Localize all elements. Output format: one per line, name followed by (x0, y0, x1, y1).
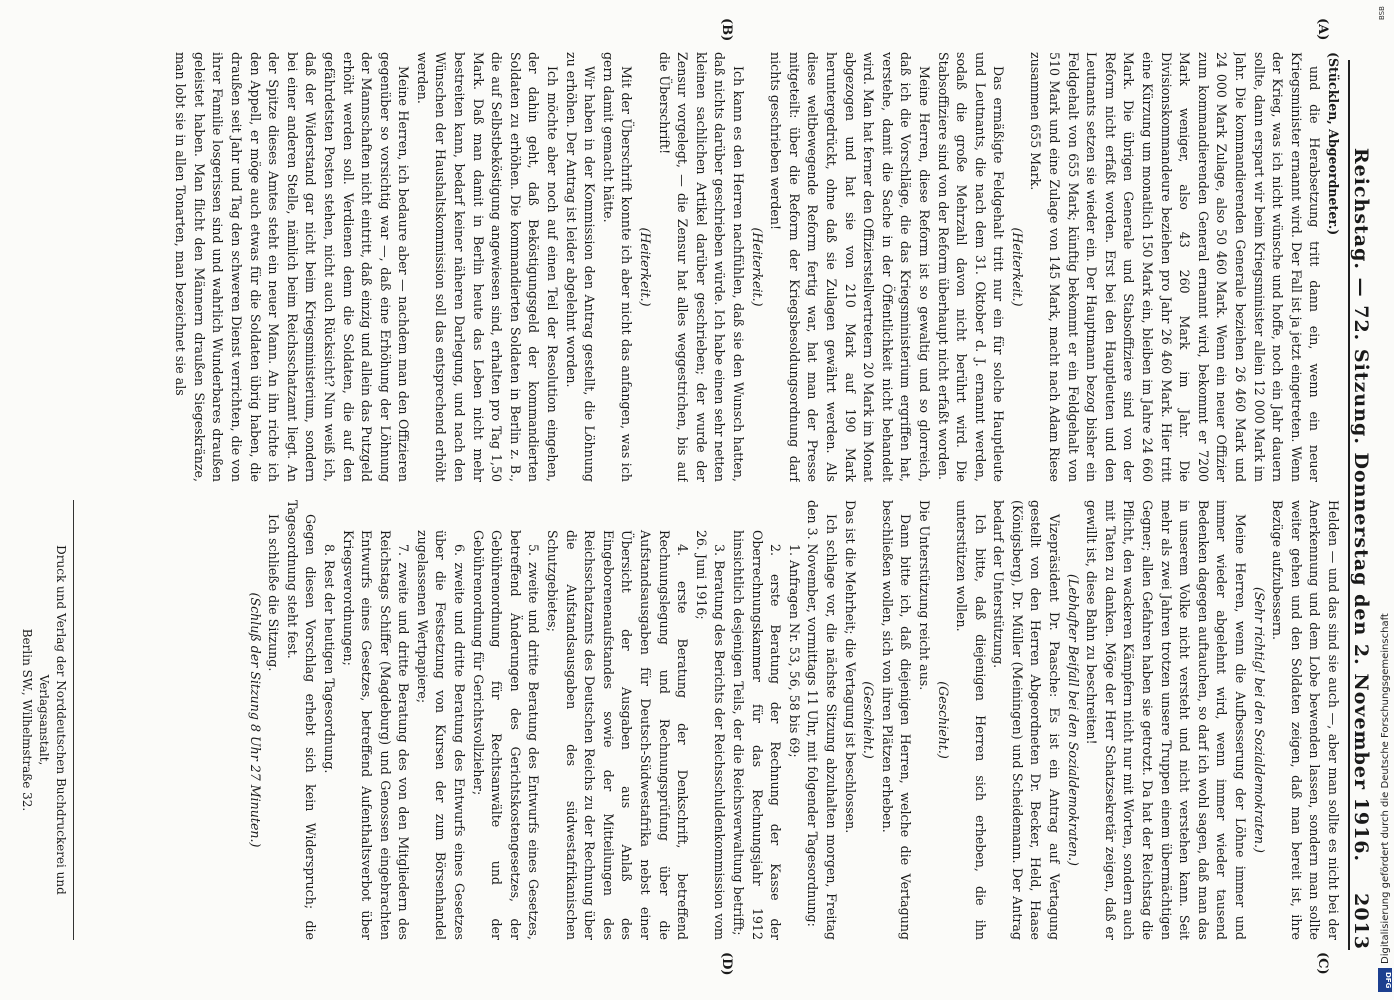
interjection: (Heiterkeit.) (749, 227, 765, 307)
agenda-item: 6. zweite und dritte Beratung des Entwurfs eines Gesetzes über die Festsetzung von Kursen der zum Börsenhandel zugelassenen Wertpapiere; (414, 530, 468, 940)
interjection: (Heiterkeit.) (638, 227, 654, 307)
left-column (30, 52, 1342, 482)
paragraph: Meine Herren, diese Reform ist so gewaltig und so glorreich, daß ich die Vorschläge, die das Kriegsministerium ergriffen hat, verstehe, damit die Sache in der Öffentlichkeit nicht behandelt wird. Man hat ferner den Offizierstellvertretern 20 Mark im Monat abgezogen und hat sie von 210 Mark auf 190 Mark heruntergedrückt, ohne daß sie Zulagen gewährt werden. Als diese weltbewegende Reform fertig war, hat man der Presse mitgeteilt: über die Reform der Kriegsbesoldungsordnung darf nichts geschrieben werden! (768, 52, 932, 482)
paragraph: Vizepräsident Dr. Paasche: Es ist ein Antrag auf Vertagung gestellt von den Herren Abgeordneten Dr. Becker, Held, Haase (Königsberg), Dr. Müller (Meiningen) und Scheidemann. Der Antrag bedarf der Unterstützung. (991, 500, 1063, 940)
paragraph: Ich möchte aber noch auf einen Teil der Resolution eingehen, der dahin geht, daß Beköstigungsgeld der kommandierten Soldaten zu erhöhen. Die kommandierten Soldaten in Berlin z. B., die auf Selbstbeköstigung angewiesen sind, erhalten pro Tag 1,50 Mark. Daß man damit in Berlin heute das Leben nicht mehr bestreiten kann, bedarf keiner näheren Darlegung, und nach den Wünschen der Haushaltskommission soll das entsprechend erhöht werden. (414, 52, 561, 482)
agenda-item: 5. zweite und dritte Beratung des Entwurfs eines Gesetzes, betreffend Änderungen des Gerichtskostengesetzes, der Gebührenordnung für Rechtsanwälte und der Gebührenordnung für Gerichtsvollzieher; (470, 530, 542, 940)
page-header (1348, 60, 1380, 950)
agenda-item: 2. erste Beratung der Rechnung der Kasse der Oberrechnungskammer für das Rechnungsjahr 1912 hinsichtlich desjenigen Teils, der die Reichsverwaltung betrifft; (731, 530, 784, 940)
paragraph: Die Unterstützung reicht aus. (916, 500, 932, 691)
paragraph: Das ist die Mehrheit; die Vertagung ist beschlossen. (842, 500, 858, 834)
margin-marker-a: (A) (1315, 18, 1330, 41)
paragraph: Mit der Überschrift konnte ich aber nicht das anfangen, was ich gern damit gemacht hätte. (600, 52, 635, 482)
agenda-item: 4. erste Beratung der Denkschrift, betreffend Rechnungslegung und Rechnungsprüfung über die Aufstandsausgaben für Deutsch-Südwestafrika nebst einer Übersicht der Ausgaben aus Anlaß des Eingeborenenaufstandes sowie der Mitteilungen des Reichsschatzamts des Deutschen Reichs zu der Rechnung über die Aufstandsausgaben des südwestafrikanischen Schutzgebietes; (545, 530, 691, 940)
paragraph: Ich schlage vor, die nächste Sitzung abzuhalten morgen, Freitag den 3. November, vormittags 11 Uhr, mit folgender Tagesordnung: (805, 500, 839, 940)
paragraph: Das ermäßigte Feldgehalt tritt nur ein für solche Hauptleute und Leutnants, die nach dem 31. Oktober d. J. ernannt werden, sodaß die große Mehrzahl davon nicht berührt wird. Die Stabsoffiziere sind von der Reform überhaupt nicht erfaßt worden. (935, 52, 1007, 482)
bsb-mark: BSB (1378, 6, 1386, 20)
dfg-logo: DFG (1378, 968, 1392, 992)
paragraph: Meine Herren, wenn die Aufbesserung der Löhne immer und immer wieder abgelehnt wird, wenn immer wieder tausend Bedenken dagegen auftauchen, so darf ich wohl sagen, daß man das in unserem Volke nicht versteht und nicht verstehen kann. Seit mehr als zwei Jahren trotzen unsere Truppen einem übermächtigen Gegner; allen Gefahren haben sie getrotzt. Da hat der Reichstag die Pflicht, den wackeren Kämpfern nicht nur mit Worten, sondern auch mit Taten zu danken. Möge der Herr Schatzsekretär zeigen, daß er gewillt ist, diese Bahn zu beschreiten! (1084, 500, 1249, 940)
interjection: (Geschieht.) (861, 681, 877, 759)
digitization-note: Digitalisierung gefördert durch die Deutsche Forschungsgemeinschaft (1380, 613, 1391, 964)
footer-line: Druck und Verlag der Norddeutschen Buchdruckerei und Verlagsanstalt, (37, 545, 68, 895)
interjection: (Heiterkeit.) (1009, 227, 1025, 307)
paragraph: Ich schließe die Sitzung. (266, 514, 282, 672)
interjection: (Lebhafter Beifall bei den Sozialdemokraten.) (1065, 574, 1081, 866)
margin-marker-c: (C) (1315, 952, 1330, 975)
paragraph: Helden — und das sind sie auch —, aber man sollte es nicht bei der Anerkennung und dem Lobe bewenden lassen, sondern man sollte weiter gehen und den Soldaten zeigen, daß man bereit ist, ihre Bezüge aufzubessern. (1270, 500, 1341, 940)
agenda-item: 1. Anfragen Nr. 53, 56, 58 bis 69; (786, 544, 802, 758)
paragraph: Ich bitte, daß diejenigen Herren sich erheben, die ihn unterstützen wollen. (954, 500, 988, 940)
paragraph: Dann bitte ich, daß diejenigen Herren, welche die Vertagung beschließen wollen, sich von ihren Plätzen erheben. (879, 500, 914, 940)
agenda-item: 3. Beratung des Berichts der Reichsschuldenkommission vom 26. Juni 1916; (693, 530, 728, 940)
interjection: (Sehr richtig! bei den Sozialdemokraten.) (1251, 587, 1267, 853)
agenda-item: 7. zweite und dritte Beratung des von den Mitgliedern des Reichstags Schiffer (Magdeburg) und Genossen eingebrachten Entwurfs eines Gesetzes, betreffend Aufenthaltsverbot über Kriegsverordnungen; (340, 530, 412, 940)
paragraph: Gegen diesen Vorschlag erhebt sich kein Widerspruch; die Tagesordnung steht fest. (284, 500, 319, 940)
speaker-attribution: (Stücklen, Abgeordneter.) (1326, 52, 1341, 236)
interjection: (Geschieht.) (935, 681, 951, 759)
page-number: 2013 (1350, 893, 1372, 950)
margin-marker-b: (B) (719, 18, 734, 42)
right-column (70, 500, 1342, 940)
agenda-item: 8. Rest der heutigen Tagesordnung. (321, 544, 337, 774)
paragraph: Wir haben in der Kommission den Antrag gestellt, die Löhnung zu erhöhen. Der Antrag ist leider abgelehnt worden. (563, 52, 598, 482)
session-close-note: (Schluß der Sitzung 8 Uhr 27 Minuten.) (247, 592, 263, 848)
paragraph: und die Herabsetzung tritt dann ein, wenn ein neuer Kriegsminister ernannt wird. Der Fall ist ja jetzt eingetreten. Wenn der Krieg, was ich nicht wünsche und hoffe, noch ein Jahr dauern sollte, dann erspart wir beim Kriegsminister allein 12 000 Mark im Jahr. Die kommandierenden Generale beziehen 26 460 Mark und 24 000 Mark Zulage, also 50 460 Mark. Wenn ein neuer Offizier zum kommandierenden General ernannt wird, bekommt er 7200 Mark weniger, also 43 260 Mark im Jahr. Die Divisionskommandeure beziehen pro Jahr 26 460 Mark. Hier tritt eine Kürzung um monatlich 150 Mark ein, bleiben im Jahre 24 660 Mark. Die übrigen Generale und Stabsoffiziere sind von der Reform nicht erfaßt worden. Erst bei den Hauptleuten und den Leutnants setzen sie wieder ein. Der Hauptmann bezog bisher ein Feldgehalt von 655 Mark; künftig bekommt er ein Feldgehalt von 510 Mark und eine Zulage von 145 Mark, macht nach Adam Riese zusammen 655 Mark. (1028, 52, 1323, 482)
printer-footer (18, 500, 74, 940)
margin-marker-d: (D) (719, 952, 734, 976)
paragraph: Ich kann es den Herren nachfühlen, daß sie den Wunsch hatten, daß nichts darüber geschrieben würde. Ich habe einen sehr netten kleinen sachlichen Artikel darüber geschrieben; der wurde der Zensur vorgelegt, — die Zensur hat alles weggestrichen, bis auf die Überschrift! (656, 52, 746, 482)
paragraph: Meine Herren, ich bedaure aber — nachdem man den Offizieren gegenüber so vorsichtig war —, daß eine Erhöhung der Löhnung der Mannschaften nicht eintritt, daß einzig und allein das Putzgeld erhöht werden soll. Verdienen denn die Soldaten, die auf den gefährdetsten Posten stehen, nicht auch Rücksicht? Nun weiß ich, daß der Widerstand gar nicht beim Kriegsministerium, sondern bei einer anderen Stelle, nämlich beim Reichsschatzamt liegt. An der Spitze dieses Amtes steht ein neuer Mann. An ihn richte ich den Appell, er möge auch etwas für die Soldaten übrig haben, die draußen seit Jahr und Tag den schweren Dienst verrichten, die von ihrer Familie losgerissen sind und wahrlich Wunderbares draußen geleistet haben. Man flicht den Männern draußen Siegeskränze, man lobt sie in allen Tonarten, man bezeichnet sie als (173, 52, 412, 482)
header-title: Reichstag. — 72. Sitzung. Donnerstag den 2. November 1916. (1350, 147, 1372, 863)
footer-line: Berlin SW., Wilhelmstraße 32. (20, 628, 34, 812)
